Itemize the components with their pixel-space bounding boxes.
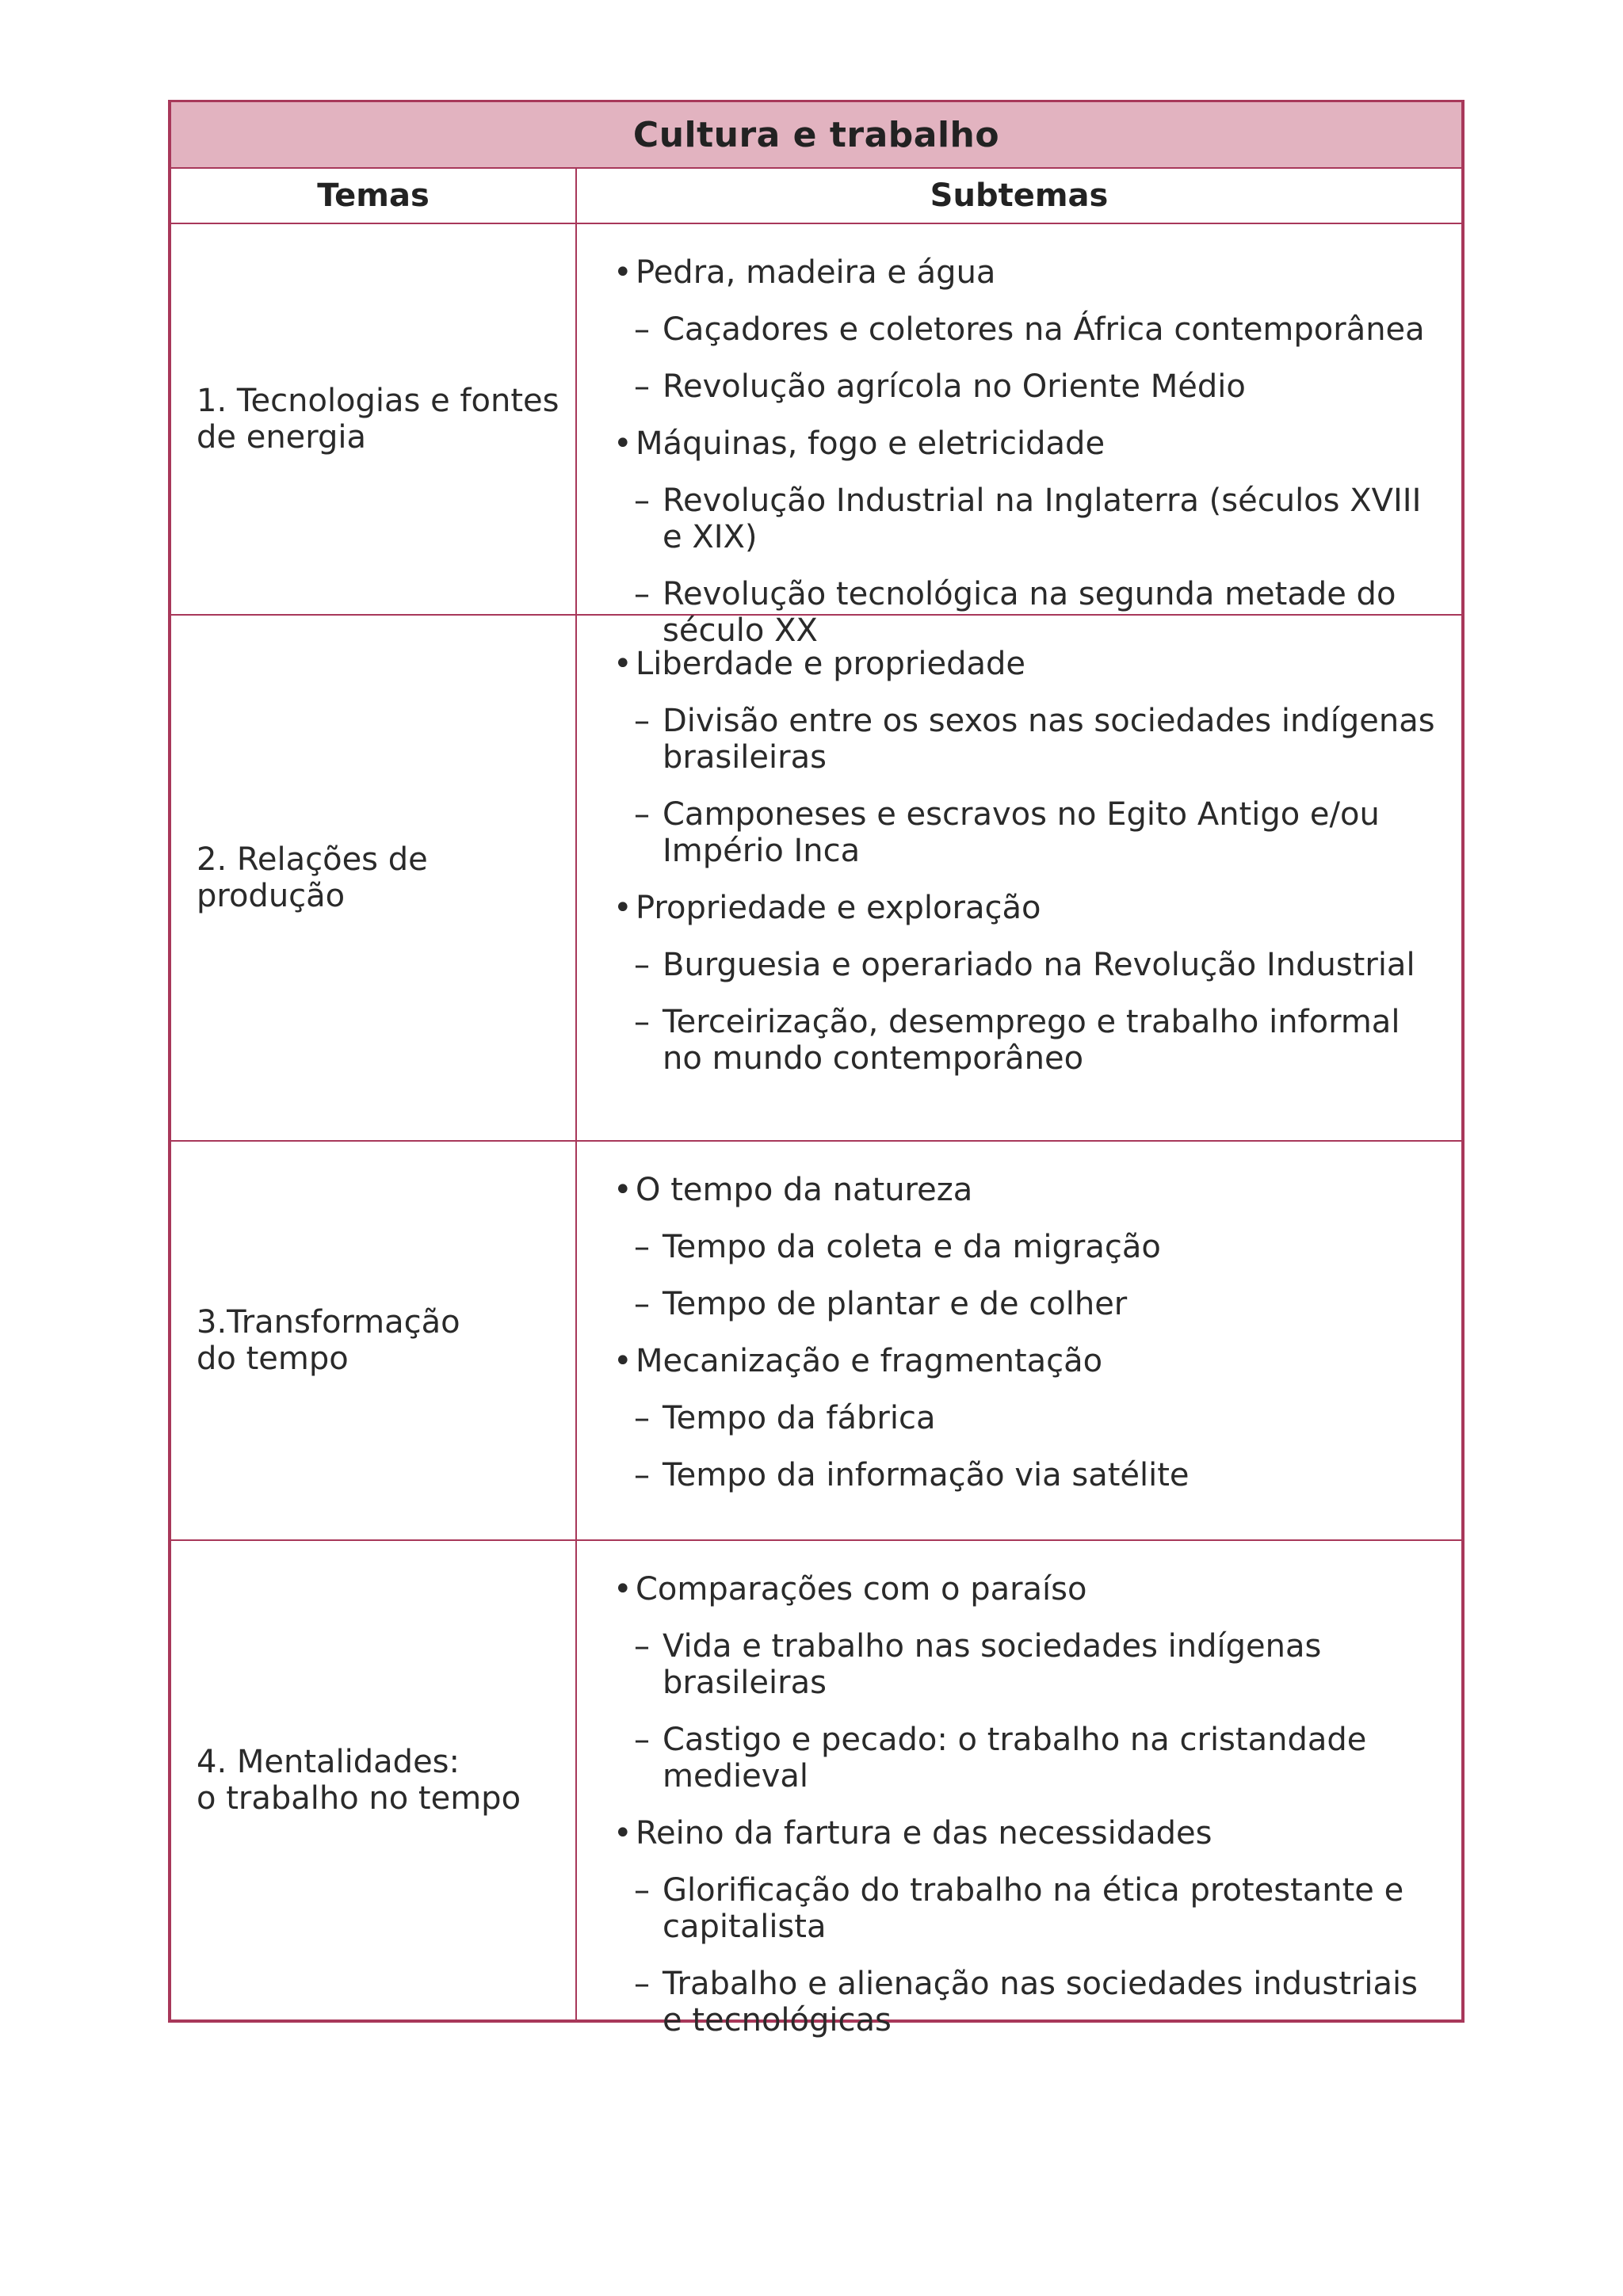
subtema-text: Divisão entre os sexos nas sociedades indígenas brasileiras <box>663 703 1435 776</box>
header-cell-subtemas <box>577 169 1461 223</box>
subtema-dash-item <box>613 947 1438 983</box>
subtema-dash-item <box>613 368 1438 405</box>
dash-marker: – <box>634 576 650 612</box>
subtema-text: Vida e trabalho nas sociedades indígenas brasileiras <box>663 1628 1322 1701</box>
subtema-text: Liberdade e propriedade <box>636 646 1025 682</box>
subtema-text: Tempo da coleta e da migração <box>663 1229 1161 1265</box>
subtema-text: Reino da fartura e das necessidades <box>636 1815 1212 1852</box>
dash-marker: – <box>634 796 650 833</box>
subtema-dash-item <box>613 1872 1438 1945</box>
subtema-dash-item <box>613 311 1438 348</box>
tema-cell <box>171 616 577 1140</box>
dash-marker: – <box>634 1722 650 1758</box>
bullet-marker: • <box>613 425 632 462</box>
subtema-dash-item <box>613 1457 1438 1493</box>
dash-marker: – <box>634 311 650 348</box>
subtema-dash-item <box>613 1400 1438 1436</box>
dash-marker: – <box>634 703 650 739</box>
subtema-bullet-item <box>613 1571 1438 1608</box>
subtemas-list <box>577 1142 1461 1525</box>
tema-label: 4. Mentalidades: o trabalho no tempo <box>197 1744 521 1817</box>
subtemas-list <box>577 1541 1461 2070</box>
subtemas-cell <box>577 1142 1461 1539</box>
subtema-text: Propriedade e exploração <box>636 890 1041 926</box>
subtema-text: Burguesia e operariado na Revolução Industrial <box>663 947 1415 983</box>
subtema-text: Camponeses e escravos no Egito Antigo e/ou Império Inca <box>663 796 1380 869</box>
subtema-bullet-item <box>613 1172 1438 1208</box>
dash-marker: – <box>634 947 650 983</box>
subtema-text: Terceirização, desemprego e trabalho informal no mundo contemporâneo <box>663 1004 1400 1077</box>
tema-cell <box>171 224 577 614</box>
bullet-marker: • <box>613 254 632 291</box>
subtema-text: Pedra, madeira e água <box>636 254 996 291</box>
subtema-dash-item <box>613 1004 1438 1077</box>
dash-marker: – <box>634 1872 650 1909</box>
subtema-text: Revolução tecnológica na segunda metade do século XX <box>663 576 1396 649</box>
cultura-trabalho-table <box>168 100 1465 2039</box>
tema-cell <box>171 1142 577 1539</box>
subtema-bullet-item <box>613 1815 1438 1852</box>
subtemas-cell <box>577 616 1461 1140</box>
subtemas-list <box>577 616 1461 1108</box>
subtema-dash-item <box>613 1286 1438 1322</box>
dash-marker: – <box>634 482 650 519</box>
table-row <box>171 224 1461 649</box>
subtemas-list <box>577 224 1461 681</box>
subtema-dash-item <box>613 482 1438 555</box>
tema-label: 3.Transformação do tempo <box>197 1304 460 1377</box>
subtema-text: Castigo e pecado: o trabalho na cristandade medieval <box>663 1722 1367 1794</box>
subtema-text: Tempo de plantar e de colher <box>663 1286 1128 1322</box>
bullet-marker: • <box>613 890 632 926</box>
header-temas: Temas <box>317 177 430 214</box>
table-row <box>171 1541 1461 2039</box>
table-row <box>171 1142 1461 1541</box>
subtema-bullet-item <box>613 646 1438 682</box>
dash-marker: – <box>634 1628 650 1665</box>
subtema-dash-item <box>613 1628 1438 1701</box>
table-title: Cultura e trabalho <box>632 114 1000 155</box>
subtema-text: O tempo da natureza <box>636 1172 973 1208</box>
dash-marker: – <box>634 368 650 405</box>
dash-marker: – <box>634 1457 650 1493</box>
table-title-row <box>171 102 1461 169</box>
subtema-dash-item <box>613 1722 1438 1794</box>
tema-cell <box>171 1541 577 2019</box>
subtema-text: Mecanização e fragmentação <box>636 1343 1103 1379</box>
subtemas-cell <box>577 1541 1461 2039</box>
subtema-text: Tempo da informação via satélite <box>663 1457 1190 1493</box>
subtema-text: Trabalho e alienação nas sociedades industriais e tecnológicas <box>663 1966 1418 2039</box>
header-cell-temas <box>171 169 577 223</box>
subtema-text: Revolução Industrial na Inglaterra (séculos XVIII e XIX) <box>663 482 1422 555</box>
subtema-text: Glorificação do trabalho na ética protestante e capitalista <box>663 1872 1404 1945</box>
subtema-text: Revolução agrícola no Oriente Médio <box>663 368 1246 405</box>
subtema-dash-item <box>613 796 1438 869</box>
table-row <box>171 616 1461 1142</box>
bullet-marker: • <box>613 1172 632 1208</box>
bullet-marker: • <box>613 1571 632 1608</box>
subtema-bullet-item <box>613 254 1438 291</box>
dash-marker: – <box>634 1229 650 1265</box>
subtemas-cell <box>577 224 1461 649</box>
dash-marker: – <box>634 1286 650 1322</box>
dash-marker: – <box>634 1004 650 1040</box>
table-header-row <box>171 169 1461 224</box>
header-subtemas: Subtemas <box>930 177 1109 214</box>
dash-marker: – <box>634 1400 650 1436</box>
subtema-text: Tempo da fábrica <box>663 1400 936 1436</box>
subtema-dash-item <box>613 1966 1438 2039</box>
bullet-marker: • <box>613 646 632 682</box>
subtema-text: Comparações com o paraíso <box>636 1571 1087 1608</box>
dash-marker: – <box>634 1966 650 2002</box>
subtema-bullet-item <box>613 1343 1438 1379</box>
subtema-dash-item <box>613 1229 1438 1265</box>
subtema-dash-item <box>613 703 1438 776</box>
subtema-text: Máquinas, fogo e eletricidade <box>636 425 1106 462</box>
bullet-marker: • <box>613 1343 632 1379</box>
tema-label: 1. Tecnologias e fontes de energia <box>197 383 559 456</box>
tema-label: 2. Relações de produção <box>197 841 428 914</box>
subtema-text: Caçadores e coletores na África contemporânea <box>663 311 1425 348</box>
bullet-marker: • <box>613 1815 632 1852</box>
subtema-bullet-item <box>613 425 1438 462</box>
subtema-bullet-item <box>613 890 1438 926</box>
